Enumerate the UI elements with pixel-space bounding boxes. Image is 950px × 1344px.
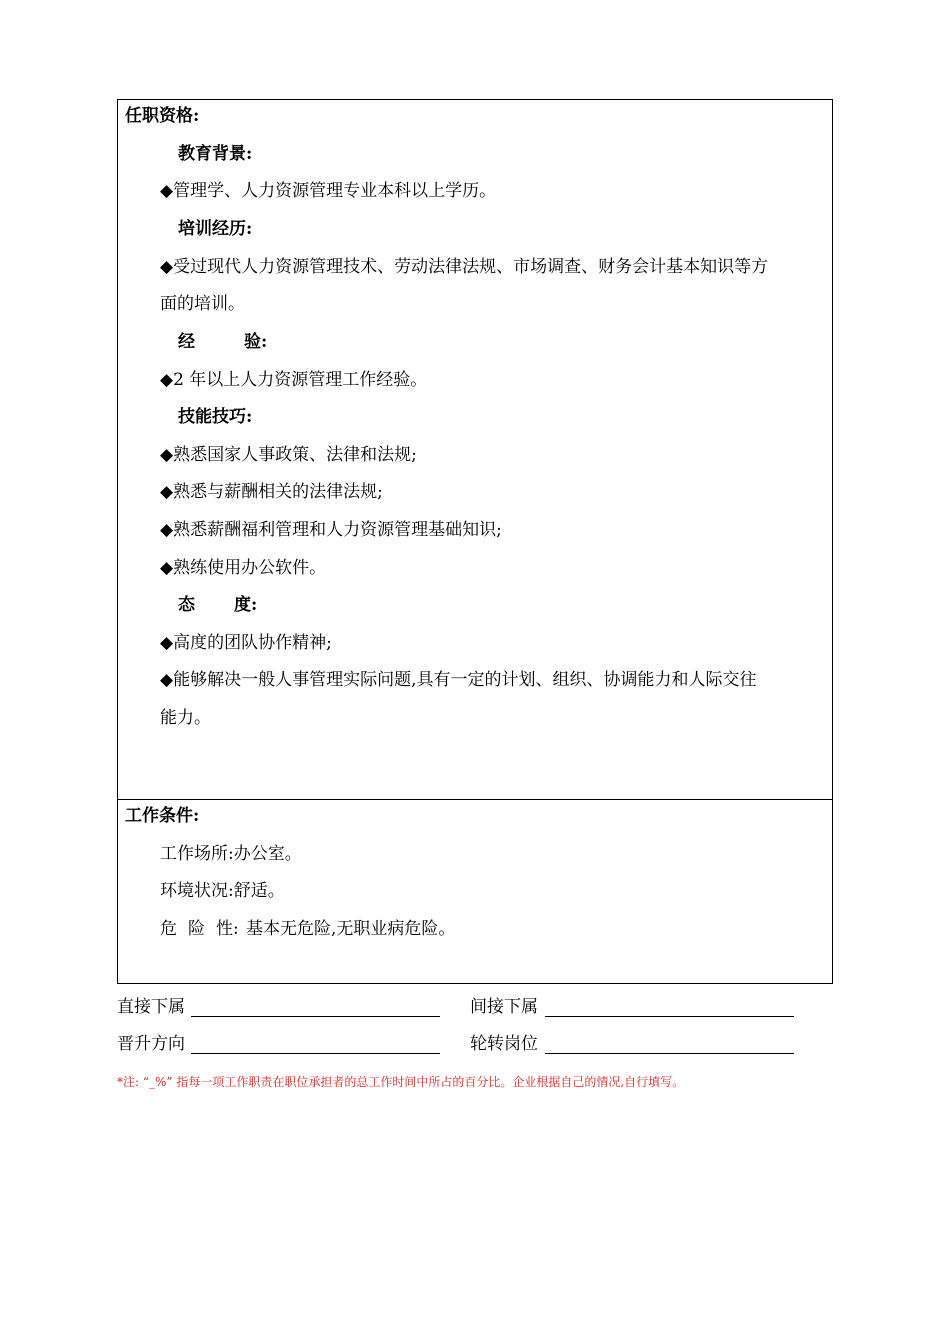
danger-label-char: 性: [216, 919, 239, 939]
training-item-line1: ◆受过现代人力资源管理技术、劳动法律法规、市场调查、财务会计基本知识等方 [160, 257, 769, 277]
training-item-line2: 面的培训。 [160, 294, 245, 314]
skills-item: ◆熟练使用办公软件。 [160, 558, 327, 578]
danger-value: 基本无危险,无职业病危险。 [246, 919, 456, 939]
indirect-subordinate-label: 间接下属 [470, 997, 538, 1017]
attitude-item: ◆高度的团队协作精神; [160, 633, 332, 653]
danger-label-char: 险 [188, 919, 205, 939]
skills-item: ◆熟悉薪酬福利管理和人力资源管理基础知识; [160, 520, 502, 540]
education-title: 教育背景: [178, 144, 253, 164]
promotion-direction-field[interactable] [191, 1053, 440, 1054]
danger-label-char: 危 [160, 919, 177, 939]
experience-item: ◆2 年以上人力资源管理工作经验。 [160, 370, 428, 390]
work-conditions-heading: 工作条件: [125, 806, 200, 826]
experience-title-part2: 验: [244, 332, 268, 352]
qualifications-heading: 任职资格: [125, 106, 200, 126]
environment-line: 环境状况:舒适。 [160, 881, 285, 901]
indirect-subordinate-field[interactable] [545, 1016, 794, 1017]
promotion-direction-label: 晋升方向 [117, 1034, 185, 1054]
experience-title-part1: 经 [178, 332, 195, 352]
skills-item: ◆熟悉与薪酬相关的法律法规; [160, 482, 383, 502]
attitude-title-part2: 度: [234, 595, 258, 615]
rotation-position-field[interactable] [545, 1053, 794, 1054]
attitude-item-line1: ◆能够解决一般人事管理实际问题,具有一定的计划、组织、协调能力和人际交往 [160, 670, 757, 690]
training-title: 培训经历: [178, 219, 253, 239]
skills-item: ◆熟悉国家人事政策、法律和法规; [160, 445, 417, 465]
rotation-position-label: 轮转岗位 [470, 1034, 538, 1054]
direct-subordinate-label: 直接下属 [117, 997, 185, 1017]
education-item: ◆管理学、人力资源管理专业本科以上学历。 [160, 181, 497, 201]
direct-subordinate-field[interactable] [191, 1016, 440, 1017]
skills-title: 技能技巧: [178, 407, 253, 427]
workplace-line: 工作场所:办公室。 [160, 844, 302, 864]
footnote: *注: “_%” 指每一项工作职责在职位承担者的总工作时间中所占的百分比。企业根据自己的情况,自行填写。 [117, 1075, 685, 1089]
attitude-title-part1: 态 [178, 595, 195, 615]
attitude-item-line2: 能力。 [160, 708, 211, 728]
